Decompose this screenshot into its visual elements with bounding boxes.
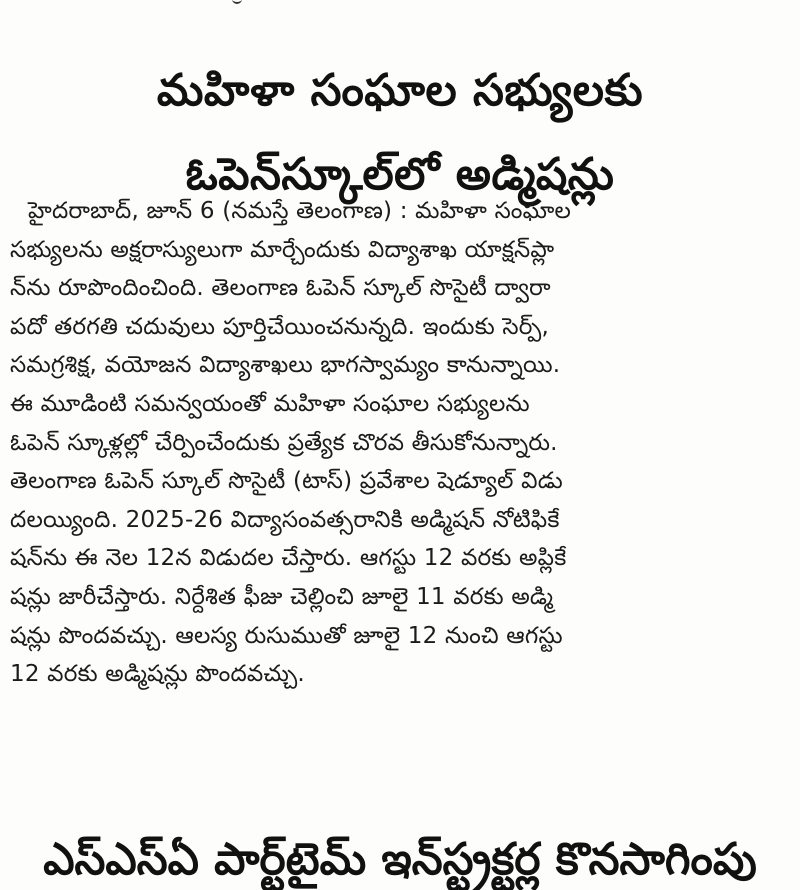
body-line: ఈ మూడింటి సమన్వయంతో మహిళా సంఘాల సభ్యులను [10,390,530,417]
body-line: షన్‌ను ఈ నెల 12న విడుదల చేస్తారు. ఆగస్టు 12 వరకు అప్లికే [10,545,567,572]
body-line: షన్లు పొందవచ్చు. ఆలస్య రుసుముతో జూలై 12 నుంచి ఆగస్టు [10,622,563,649]
body-line: హైదరాబాద్, జూన్ 6 (నమస్తే తెలంగాణ) : మహిళా సంఘాల [28,198,571,224]
headline-line-2: ఓపెన్‌స్కూల్‌లో అడ్మిషన్లు [185,149,615,201]
body-line: సమగ్రశిక్ష, వయోజన విద్యాశాఖలు భాగస్వామ్యం కానున్నాయి. [10,352,561,379]
body-line: 12 వరకు అడ్మిషన్లు పొందవచ్చు. [10,661,305,688]
body-line: షన్లు జారీచేస్తారు. నిర్దేశిత ఫీజు చెల్లించి జూలై 11 వరకు అడ్మి [10,583,554,610]
headline-line-1: మహిళా సంఘాల సభ్యులకు [156,65,644,117]
body-line: దలయ్యింది. 2025-26 విద్యాసంవత్సరానికి అడ్మిషన్ నోటిఫికే [10,506,560,533]
body-line: పదో తరగతి చదువులు పూర్తిచేయించనున్నది. ఇందుకు సెర్ప్, [10,313,549,340]
body-line: ఓపెన్ స్కూళ్లల్లో చేర్పించేందుకు ప్రత్యేక చొరవ తీసుకోనున్నారు. [10,429,558,456]
next-article-headline-text: ఎస్‌ఎస్‌ఏ పార్ట్‌టైమ్ ఇన్‌స్ట్రక్టర్ల కొనసాగింపు [43,834,757,885]
cropped-glyph-fragment [232,0,242,4]
body-line: తెలంగాణ ఓపెన్ స్కూల్ సొసైటీ (టాస్) ప్రవేశాల షెడ్యూల్ విడు [10,468,563,495]
article-body [10,192,776,694]
next-article-headline [0,830,800,890]
body-line: సభ్యులను అక్షరాస్యులుగా మార్చేందుకు విద్యాశాఖ యాక్షన్‌ప్లా [10,236,555,263]
body-line: న్‌ను రూపొందించింది. తెలంగాణ ఓపెన్ స్కూల్ సొసైటీ ద్వారా [10,275,551,302]
previous-article-fragment [0,0,800,8]
